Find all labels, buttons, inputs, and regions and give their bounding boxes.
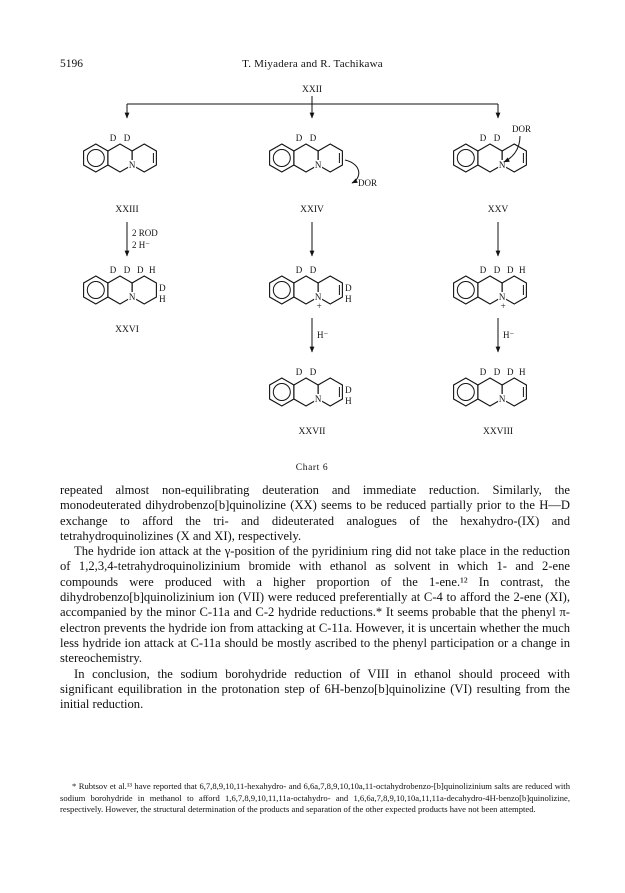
label-xxviii: XXVIII <box>482 427 514 437</box>
hydrogen-label: H <box>148 265 156 275</box>
hydrogen-label: H <box>345 294 352 304</box>
deuterium-label: D <box>506 367 514 377</box>
deuterium-label: D <box>479 133 487 143</box>
label-xxv: XXV <box>487 205 509 215</box>
deuterium-label: D <box>309 133 317 143</box>
deuterium-label: D <box>136 265 144 275</box>
label-xxii: XXII <box>301 85 323 95</box>
deuterium-label: D <box>493 367 501 377</box>
molecule-intermediate-c <box>454 265 527 311</box>
dor-label-xxv: DOR <box>512 124 532 134</box>
aromatic-circle <box>457 150 474 167</box>
molecule-xxviii <box>454 367 527 406</box>
positive-charge: + <box>316 301 322 311</box>
aromatic-circle <box>273 384 290 401</box>
label-xxiv: XXIV <box>300 205 324 215</box>
deuterium-label: D <box>309 367 317 377</box>
molecule-xxiv <box>270 133 343 172</box>
deuterium-label: D <box>123 265 131 275</box>
body-text <box>60 483 570 712</box>
deuterium-label: D <box>479 265 487 275</box>
deuterium-label: D <box>159 283 166 293</box>
dor-label-xxiv: DOR <box>358 178 378 188</box>
nitrogen-atom: N <box>314 292 322 302</box>
hydrogen-label: H <box>518 367 526 377</box>
paragraph-3: In conclusion, the sodium borohydride reduction of VIII in ethanol should proceed with significant equilibration in the protonation step of 6H-benzo[b]quinolizine (VI) resulting from the initial reduction. <box>60 666 570 712</box>
deuterium-label: D <box>493 133 501 143</box>
nitrogen-atom: N <box>314 394 322 404</box>
molecule-xxvii <box>270 367 353 406</box>
deuterium-label: D <box>109 265 117 275</box>
deuterium-label: D <box>295 367 303 377</box>
reagent-hydride-c: H⁻ <box>503 330 515 340</box>
aromatic-circle <box>87 282 104 299</box>
positive-charge: + <box>500 301 506 311</box>
nitrogen-atom: N <box>498 160 506 170</box>
deuterium-label: D <box>493 265 501 275</box>
deuterium-label: D <box>109 133 117 143</box>
footnote <box>60 781 570 816</box>
paragraph-1: repeated almost non-equilibrating deuteration and immediate reduction. Similarly, the monodeuterated dihydrobenzo[b]quinolizine (XX) seems to be reduced partially prior to the H—D exchange to afford the tri- and dideuterated analogues of the hexahydro-(IX) and tetrahydroquinolizines (X and XI), respectively. <box>60 483 570 543</box>
paragraph-2: The hydride ion attack at the γ-position of the pyridinium ring did not take place in the reduction of 1,2,3,4-tetrahydroquinolizinium bromide with ethanol as solvent in which 1- and 2-ene compounds were produced with a higher proportion of the 1-ene.¹² In contrast, the dihydrobenzo[b]quinolizinium ion (VII) were reduced preferentially at C-4 to afford the 2-ene (XI), accompanied by the minor C-11a and C-2 hydride reductions.* It seems probable that the phenyl π-electron prevents the hydride ion from attacking at C-11a. However, it is uncertain whether the much less hydride ion attack at C-11a should be mostly ascribed to the phenyl participation or a change in stereochemistry. <box>60 544 570 666</box>
reagent-hydride2: 2 H⁻ <box>132 240 150 250</box>
label-xxvii: XXVII <box>298 427 326 437</box>
hydrogen-label: H <box>518 265 526 275</box>
aromatic-circle <box>457 282 474 299</box>
deuterium-label: D <box>309 265 317 275</box>
footnote-text: * Rubtsov et al.¹³ have reported that 6,7,8,9,10,11-hexahydro- and 6,6a,7,8,9,10,10a,11-octahydrobenzo-[b]quinolizinium salts are reduced with sodium borohydride in methanol to afford 1,6,7,8,9,10,11,11a-octahydro- and 1,6,6a,7,8,9,10,10a,11,11a-decahydro-4H-benzo[b]quinolizine, respectively. However, the structural determination of the products and separation of the other expected products have not been attempted. <box>60 781 570 815</box>
reagent-hydride-b: H⁻ <box>317 330 329 340</box>
aromatic-circle <box>273 150 290 167</box>
chart-caption: Chart 6 <box>295 463 329 473</box>
curved-arrow-xxiv <box>345 160 359 183</box>
deuterium-label: D <box>295 265 303 275</box>
reagent-rod: 2 ROD <box>132 228 158 238</box>
xxii-branch <box>127 96 498 118</box>
label-xxvi: XXVI <box>115 325 139 335</box>
nitrogen-atom: N <box>314 160 322 170</box>
molecule-intermediate-b <box>270 265 353 311</box>
page-number: 5196 <box>60 58 83 70</box>
nitrogen-atom: N <box>498 394 506 404</box>
running-head: T. Miyadera and R. Tachikawa <box>242 58 383 70</box>
deuterium-label: D <box>345 283 352 293</box>
molecule-xxvi <box>84 265 167 304</box>
nitrogen-atom: N <box>128 160 136 170</box>
nitrogen-atom: N <box>498 292 506 302</box>
molecule-xxiii <box>84 133 157 172</box>
nitrogen-atom: N <box>128 292 136 302</box>
aromatic-circle <box>457 384 474 401</box>
hydrogen-label: H <box>345 396 352 406</box>
label-xxiii: XXIII <box>115 205 139 215</box>
deuterium-label: D <box>345 385 352 395</box>
hydrogen-label: H <box>159 294 166 304</box>
aromatic-circle <box>87 150 104 167</box>
deuterium-label: D <box>123 133 131 143</box>
aromatic-circle <box>273 282 290 299</box>
deuterium-label: D <box>295 133 303 143</box>
deuterium-label: D <box>506 265 514 275</box>
deuterium-label: D <box>479 367 487 377</box>
